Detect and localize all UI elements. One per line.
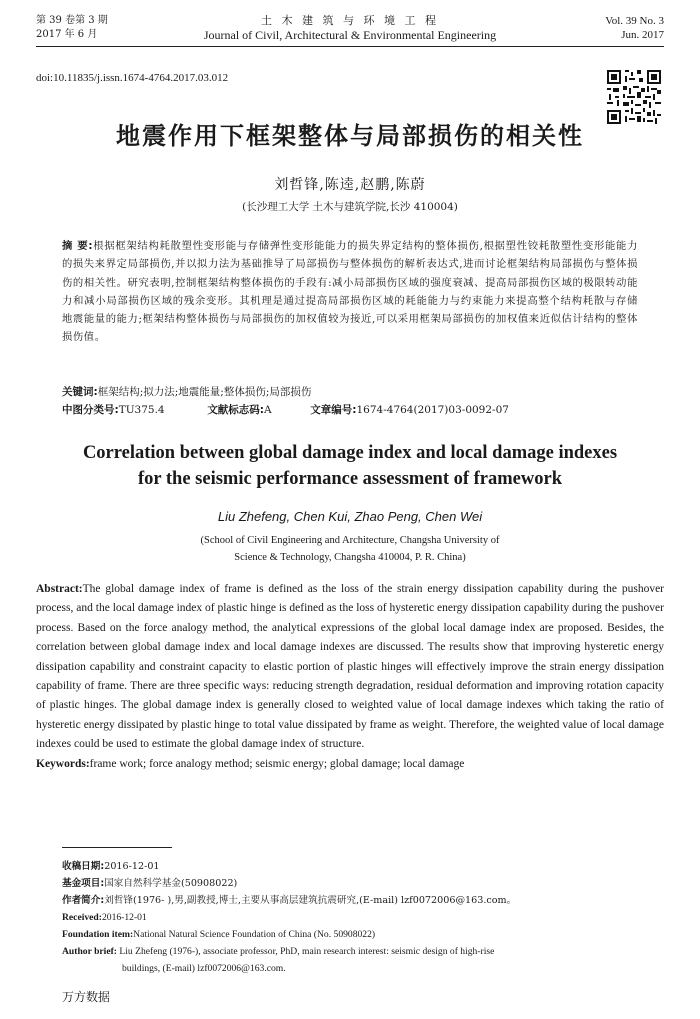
watermark: 万方数据 xyxy=(62,990,111,1004)
author-brief-en: Author brief: Liu Zhefeng (1976-), associate professor, PhD, main research interest: seismic design of high-rise xyxy=(62,946,495,957)
journal-name-en: Journal of Civil, Architectural & Environmental Engineering xyxy=(203,28,497,42)
fund-cn: 基金项目:国家自然科学基金(50908022) xyxy=(62,878,238,889)
keywords-en: Keywords:frame work; force analogy method; seismic energy; global damage; local damage xyxy=(36,757,465,770)
affiliation-cn: (长沙理工大学 土木与建筑学院,长沙 410004) xyxy=(242,201,458,213)
affiliation-en: (School of Civil Engineering and Architecture, Changsha University of Science & Technology, Changsha 410004, P. R. China) xyxy=(200,535,500,563)
header-divider xyxy=(36,46,664,47)
abstract-en-label: Abstract: xyxy=(36,583,83,595)
footnotes xyxy=(62,858,662,977)
authors-en: Liu Zhefeng, Chen Kui, Zhao Peng, Chen Wei xyxy=(217,509,483,524)
doi[interactable]: doi:10.11835/j.issn.1674-4764.2017.03.012 xyxy=(36,72,229,84)
author-brief-en-cont: buildings, (E-mail) lzf0072006@163.com. xyxy=(122,963,286,974)
article-title-cn: 地震作用下框架整体与局部损伤的相关性 xyxy=(116,122,584,150)
header-issue-en: Vol. 39 No. 3 Jun. 2017 xyxy=(605,15,664,41)
header-journal xyxy=(36,14,664,42)
keywords-cn: 关键词:框架结构;拟力法;地震能量;整体损伤;局部损伤 xyxy=(62,386,312,398)
abstract-cn xyxy=(62,237,638,347)
author-brief-cn: 作者简介:刘哲锋(1976- ),男,副教授,博士,主要从事高层建筑抗震研究,(E-mail) lzf0072006@163.com。 xyxy=(62,895,517,906)
authors-cn: 刘哲锋,陈逵,赵鹏,陈蔚 xyxy=(274,177,426,193)
fund-en: Foundation item:National Natural Science Foundation of China (No. 50908022) xyxy=(62,929,376,940)
running-header xyxy=(36,14,664,50)
abstract-en xyxy=(36,580,664,774)
article-title-en: Correlation between global damage index and local damage indexes for the seismic performance assessment of framework xyxy=(82,443,618,489)
received-cn: 收稿日期:2016-12-01 xyxy=(62,861,160,872)
received-en: Received:2016-12-01 xyxy=(62,912,147,923)
journal-name-cn: 土 木 建 筑 与 环 境 工 程 xyxy=(261,14,439,27)
header-issue-cn: 第 39 卷第 3 期 2017 年 6 月 xyxy=(36,15,108,40)
abstract-cn-text: 根据框架结构耗散塑性变形能与存储弹性变形能能力的损失界定结构的整体损伤,根据塑性铰耗散塑性变形能能力的损失来界定局部损伤,并以拟力法为基础推导了局部损伤与整体损伤的解析表达式,进而讨论框架结构局部损伤与整体损伤的相关性。研究表明,控制框架结构整体损伤的手段有:减小局部损伤区域的强度衰减、提高局部损伤区域的极限转动能力和减小局部损伤区域的残余变形。其机理是通过提高局部损伤区域的耗能能力与约束能力来提高整个结构耗散与存储地震能量的能力;框架结构整体损伤与局部损伤的加权值较为接近,可以采用框架局部损伤的加权值来近似估计结构的整体损伤值。 xyxy=(62,240,638,344)
abstract-en-text: The global damage index of frame is defined as the loss of the strain energy dissipation capability during the pushover process, and the local damage index of plastic hinge is defined as the loss of hysteretic energy dissipation capability during the pushover process. Based on the force analogy method, the analytical expressions of the global local damage index are proposed. Besides, the correlation between global damage index and local damage indexes are discussed. The results show that improving hysteretic energy dissipation capability and constraint capacity to elastic portion of plastic hinges will effectively improve the strain energy dissipation capability of frame. There are three specific ways: reducing strength degradation, residual deformation and improving rotation capacity of plastic hinges. The global damage index is generally closed to weighted value of local damage indexes which taking the ratio of hysteretic energy dissipated by plastic hinge to total value dissipated by frame as weight. Therefore, the weighted value of local damage indexes could be used to estimate the global damage index of structure. xyxy=(36,583,664,751)
classification-line: 中图分类号:TU375.4 文献标志码:A 文章编号:1674-4764(2017)03-0092-07 xyxy=(62,404,509,416)
abstract-cn-label: 摘 要: xyxy=(62,240,94,252)
footnote-divider xyxy=(62,847,172,848)
